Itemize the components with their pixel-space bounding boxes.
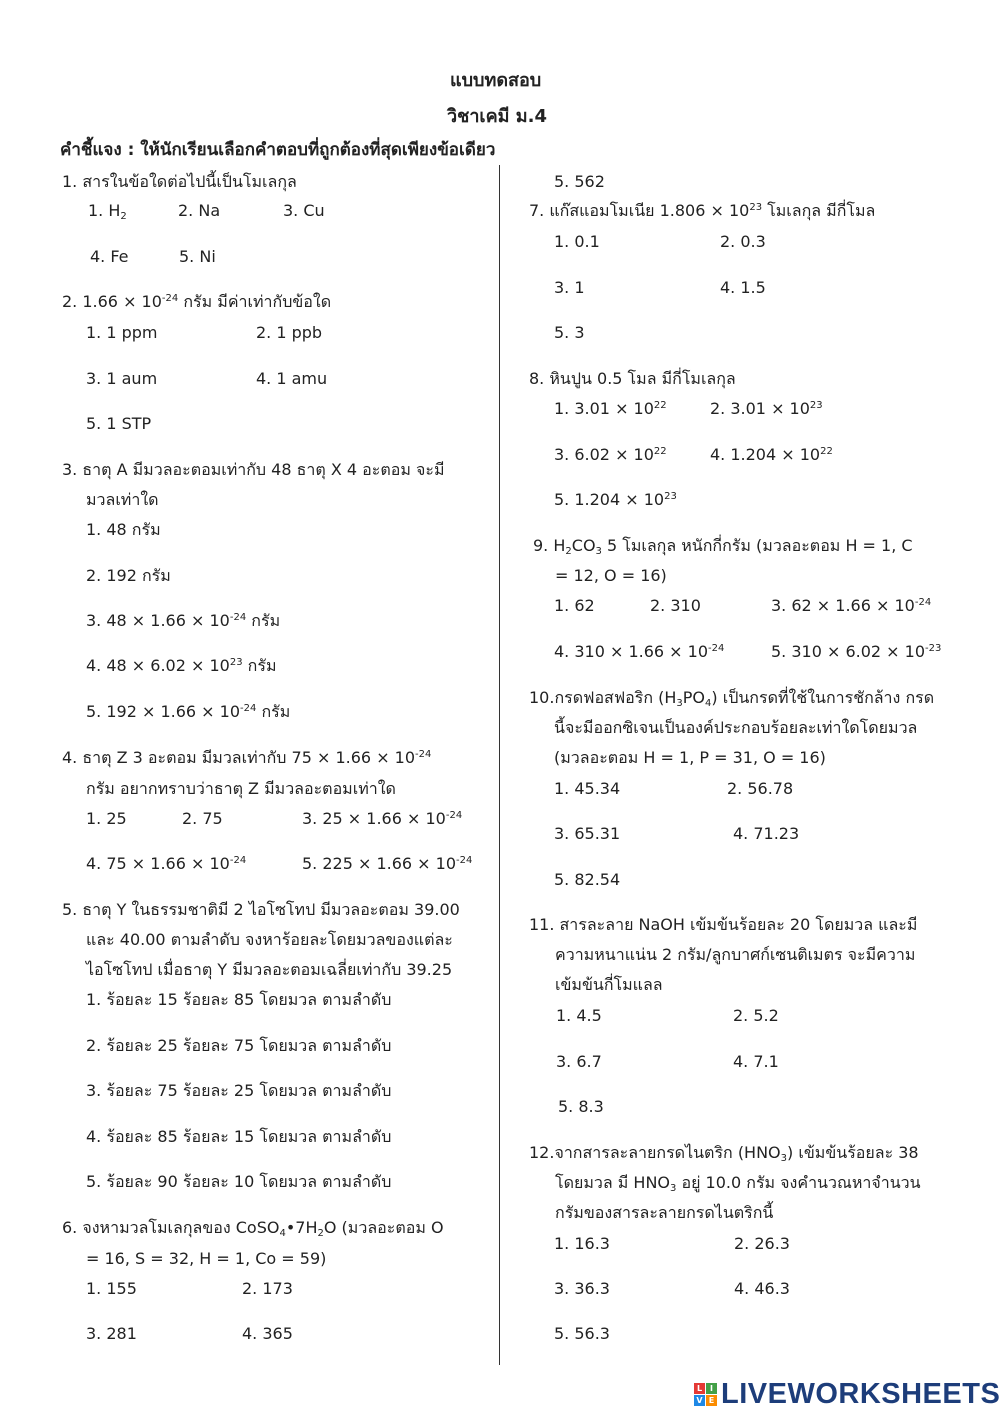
question-text-cont: นี้จะมีออกซิเจนเป็นองค์ประกอบร้อยละเท่าใดโดยมวล — [554, 718, 918, 737]
choice-5[interactable]: 5. 56.3 — [554, 1324, 610, 1343]
choice-3[interactable]: 3. Cu — [283, 201, 325, 220]
choice-3[interactable]: 3. 281 — [86, 1324, 137, 1343]
choice-5[interactable]: 5. 3 — [554, 323, 585, 342]
choice-4[interactable]: 4. $75 \times 1.66 \times 10^{-24}$ — [86, 854, 247, 873]
question-text: 6. จงหามวลโมเลกุลของ $CoSO_4•7H_2O$ (มวลอะตอม O — [62, 1218, 444, 1239]
question-text: 12.จากสารละลายกรดไนตริก $(HNO_3)$ เข้มข้นร้อยละ 38 — [529, 1143, 919, 1164]
choice-2[interactable]: 2. 310 — [650, 596, 701, 615]
question-text: 2. $1.66 \times 10^{-24}$ กรัม มีค่าเท่ากับข้อใด — [62, 292, 332, 311]
choice-4[interactable]: 4. 1 amu — [256, 369, 328, 388]
choice-1[interactable]: 1. 1 ppm — [86, 323, 158, 342]
choice-4[interactable]: 4. 71.23 — [733, 824, 800, 843]
page-subject: วิชาเคมี ม.4 — [447, 106, 547, 127]
choice-4[interactable]: 4. Fe — [90, 247, 129, 266]
choice-5[interactable]: 5. $310 \times 6.02 \times 10^{-23}$ — [771, 642, 942, 661]
choice-2[interactable]: 2. 173 — [242, 1279, 293, 1298]
question-text: 8. หินปูน 0.5 โมล มีกี่โมเลกุล — [529, 369, 736, 388]
page-title: แบบทดสอบ — [450, 70, 542, 91]
choice-5[interactable]: 5. $192 \times 1.66 \times 10^{-24}$ กรัม — [86, 702, 291, 721]
choice-3[interactable]: 3. $25 \times 1.66 \times 10^{-24}$ — [302, 809, 463, 828]
choice-4[interactable]: 4. $48 \times 6.02 \times 10^{23}$ กรัม — [86, 656, 277, 675]
question-text-cont: และ 40.00 ตามลำดับ จงหาร้อยละโดยมวลของแต่ละ — [86, 930, 453, 949]
question-text: 4. ธาตุ Z 3 อะตอม มีมวลเท่ากับ $75 \times 1.66 \times 10^{-24}$ — [62, 748, 432, 767]
choice-5[interactable]: 5. 8.3 — [558, 1097, 604, 1116]
column-divider — [499, 165, 500, 1365]
choice-5[interactable]: 5. $225 \times 1.66 \times 10^{-24}$ — [302, 854, 473, 873]
question-text-cont: (มวลอะตอม H = 1, P = 31, O = 16) — [554, 748, 826, 767]
choice-2[interactable]: 2. 26.3 — [734, 1234, 790, 1253]
choice-1[interactable]: 1. 16.3 — [554, 1234, 610, 1253]
liveworksheets-wordmark: LIVEWORKSHEETS — [721, 1377, 1000, 1410]
choice-1[interactable]: 1. 155 — [86, 1279, 137, 1298]
choice-3[interactable]: 3. 36.3 — [554, 1279, 610, 1298]
choice-1[interactable]: 1. 0.1 — [554, 232, 600, 251]
choice-3[interactable]: 3. 6.7 — [556, 1052, 602, 1071]
choice-4[interactable]: 4. 1.5 — [720, 278, 766, 297]
choice-4[interactable]: 4. 365 — [242, 1324, 293, 1343]
question-text: 1. สารในข้อใดต่อไปนี้เป็นโมเลกุล — [62, 172, 297, 191]
choice-2[interactable]: 2. 1 ppb — [256, 323, 323, 342]
choice-5[interactable]: 5. 562 — [554, 172, 605, 191]
choice-4[interactable]: 4. $1.204 \times 10^{22}$ — [710, 445, 833, 464]
choice-1[interactable]: 1. 48 กรัม — [86, 520, 161, 539]
question-text: 3. ธาตุ A มีมวลอะตอมเท่ากับ 48 ธาตุ X 4 อะตอม จะมี — [62, 460, 445, 479]
choice-5[interactable]: 5. 82.54 — [554, 870, 621, 889]
choice-2[interactable]: 2. 56.78 — [727, 779, 794, 798]
choice-1[interactable]: 1. 45.34 — [554, 779, 621, 798]
choice-3[interactable]: 3. 1 — [554, 278, 585, 297]
choice-5[interactable]: 5. 1 STP — [86, 414, 152, 433]
choice-2[interactable]: 2. 0.3 — [720, 232, 766, 251]
question-text-cont: ความหนาแน่น 2 กรัม/ลูกบาศก์เซนติเมตร จะมีความ — [555, 945, 916, 964]
choice-5[interactable]: 5. Ni — [179, 247, 216, 266]
question-text-cont: ไอโซโทป เมื่อธาตุ Y มีมวลอะตอมเฉลี่ยเท่ากับ 39.25 — [86, 960, 453, 979]
choice-1[interactable]: 1. $3.01 \times 10^{22}$ — [554, 399, 667, 418]
choice-1[interactable]: 1. 25 — [86, 809, 127, 828]
liveworksheets-logo[interactable] — [694, 1377, 1000, 1411]
choice-1[interactable]: 1. 62 — [554, 596, 595, 615]
liveworksheets-mark-icon: L I V E — [694, 1383, 717, 1406]
question-text-cont: = 12, O = 16) — [555, 566, 667, 585]
question-text: 10.กรดฟอสฟอริก $(H_3PO_4)$ เป็นกรดที่ใช้ในการชักล้าง กรด — [529, 688, 935, 709]
choice-5[interactable]: 5. $1.204 \times 10^{23}$ — [554, 490, 677, 509]
choice-3[interactable]: 3. 65.31 — [554, 824, 621, 843]
choice-2[interactable]: 2. ร้อยละ 25 ร้อยละ 75 โดยมวล ตามลำดับ — [86, 1036, 392, 1055]
choice-4[interactable]: 4. 7.1 — [733, 1052, 779, 1071]
choice-2[interactable]: 2. 75 — [182, 809, 223, 828]
choice-1[interactable]: 1. 4.5 — [556, 1006, 602, 1025]
question-text-cont: = 16, S = 32, H = 1, Co = 59) — [86, 1249, 327, 1268]
question-text-cont: โดยมวล มี $HNO_3$ อยู่ 10.0 กรัม จงคำนวณหาจำนวน — [555, 1173, 921, 1194]
choice-3[interactable]: 3. 1 aum — [86, 369, 158, 388]
choice-1[interactable]: 1. $H_2$ — [88, 201, 127, 222]
question-text-cont: มวลเท่าใด — [86, 490, 159, 509]
question-text: 7. แก๊สแอมโมเนีย $1.806 \times 10^{23}$ โมเลกุล มีกี่โมล — [529, 201, 876, 220]
choice-3[interactable]: 3. $62 \times 1.66 \times 10^{-24}$ — [771, 596, 932, 615]
choice-2[interactable]: 2. 5.2 — [733, 1006, 779, 1025]
question-text-cont: เข้มข้นกี่โมแลล — [555, 975, 663, 994]
question-text: 5. ธาตุ Y ในธรรมชาติมี 2 ไอโซโทป มีมวลอะตอม 39.00 — [62, 900, 460, 919]
choice-4[interactable]: 4. $310 \times 1.66 \times 10^{-24}$ — [554, 642, 725, 661]
choice-3[interactable]: 3. $48 \times 1.66 \times 10^{-24}$ กรัม — [86, 611, 281, 630]
choice-2[interactable]: 2. $3.01 \times 10^{23}$ — [710, 399, 823, 418]
choice-4[interactable]: 4. ร้อยละ 85 ร้อยละ 15 โดยมวล ตามลำดับ — [86, 1127, 392, 1146]
choice-1[interactable]: 1. ร้อยละ 15 ร้อยละ 85 โดยมวล ตามลำดับ — [86, 990, 392, 1009]
choice-2[interactable]: 2. Na — [178, 201, 221, 220]
question-text-cont: กรัม อยากทราบว่าธาตุ Z มีมวลอะตอมเท่าใด — [86, 779, 396, 798]
question-text: 11. สารละลาย NaOH เข้มข้นร้อยละ 20 โดยมวล และมี — [529, 915, 918, 934]
choice-3[interactable]: 3. ร้อยละ 75 ร้อยละ 25 โดยมวล ตามลำดับ — [86, 1081, 392, 1100]
instruction: คำชี้แจง : ให้นักเรียนเลือกคำตอบที่ถูกต้องที่สุดเพียงข้อเดียว — [60, 140, 496, 160]
choice-3[interactable]: 3. $6.02 \times 10^{22}$ — [554, 445, 667, 464]
question-text: 9. $H_2CO_3$ 5 โมเลกุล หนักกี่กรัม (มวลอะตอม H = 1, C — [533, 536, 913, 557]
choice-4[interactable]: 4. 46.3 — [734, 1279, 790, 1298]
choice-2[interactable]: 2. 192 กรัม — [86, 566, 171, 585]
choice-5[interactable]: 5. ร้อยละ 90 ร้อยละ 10 โดยมวล ตามลำดับ — [86, 1172, 392, 1191]
question-text-cont: กรัมของสารละลายกรดไนตริกนี้ — [555, 1203, 774, 1222]
